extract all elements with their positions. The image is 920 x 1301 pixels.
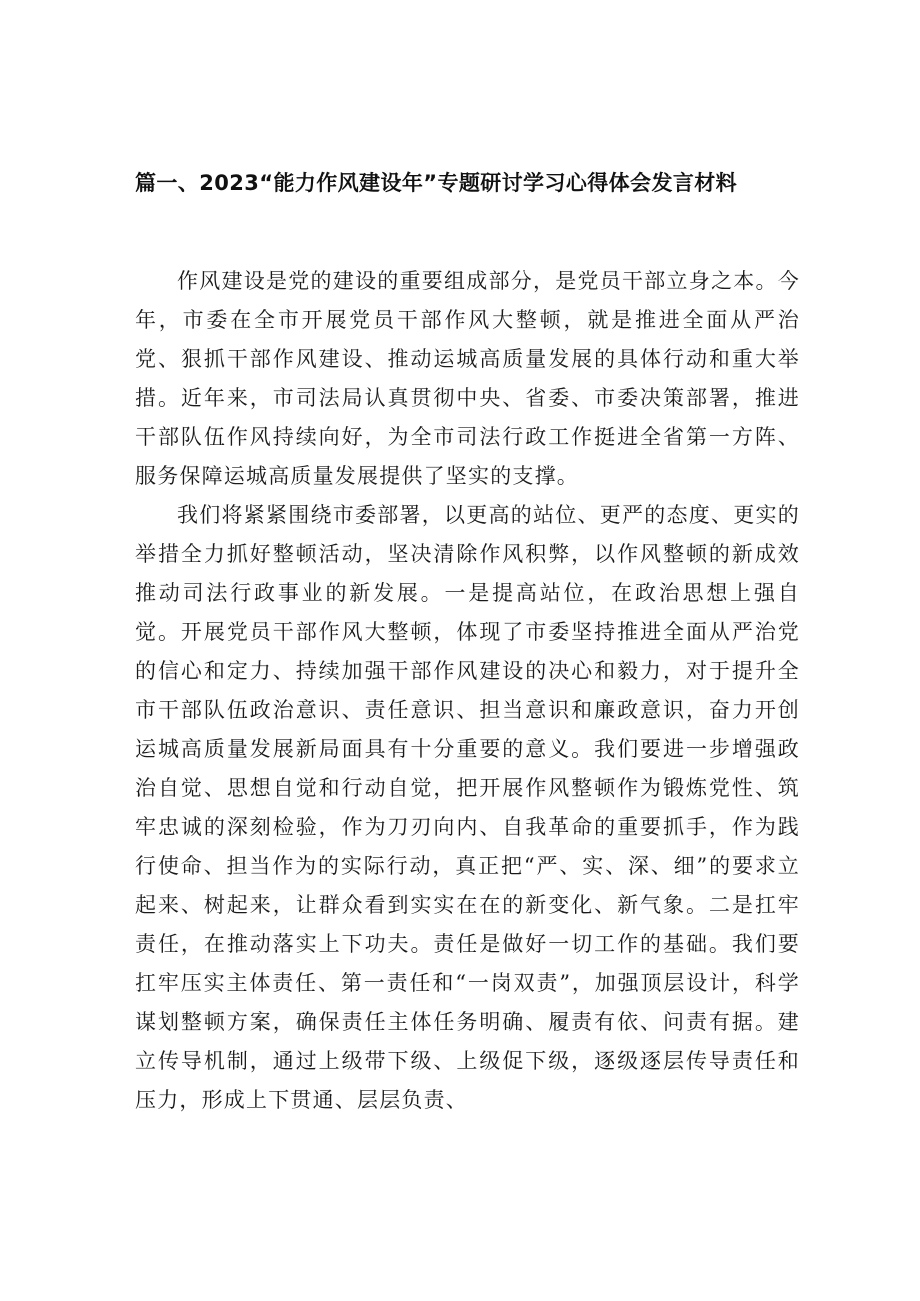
document-body [135,262,800,1120]
body-paragraph-2: 我们将紧紧围绕市委部署，以更高的站位、更严的态度、更实的举措全力抓好整顿活动，坚决清除作风积弊，以作风整顿的新成效推动司法行政事业的新发展。一是提高站位，在政治思想上强自觉。开展党员干部作风大整顿，体现了市委坚持推进全面从严治党的信心和定力、持续加强干部作风建设的决心和毅力，对于提升全市干部队伍政治意识、责任意识、担当意识和廉政意识，奋力开创运城高质量发展新局面具有十分重要的意义。我们要进一步增强政治自觉、思想自觉和行动自觉，把开展作风整顿作为锻炼党性、筑牢忠诚的深刻检验，作为刀刃向内、自我革命的重要抓手，作为践行使命、担当作为的实际行动，真正把“严、实、深、细”的要求立起来、树起来，让群众看到实实在在的新变化、新气象。二是扛牢责任，在推动落实上下功夫。责任是做好一切工作的基础。我们要扛牢压实主体责任、第一责任和“一岗双责”，加强顶层设计，科学谋划整顿方案，确保责任主体任务明确、履责有依、问责有据。建立传导机制，通过上级带下级、上级促下级，逐级逐层传导责任和压力，形成上下贯通、层层负责、 [135,503,800,1112]
document-title: 篇一、2023“能力作风建设年”专题研讨学习心得体会发言材料 [135,171,738,195]
body-paragraph-1: 作风建设是党的建设的重要组成部分，是党员干部立身之本。今年，市委在全市开展党员干部作风大整顿，就是推进全面从严治党、狠抓干部作风建设、推动运城高质量发展的具体行动和重大举措。近年来，市司法局认真贯彻中央、省委、市委决策部署，推进干部队伍作风持续向好，为全市司法行政工作挺进全省第一方阵、服务保障运城高质量发展提供了坚实的支撑。 [135,269,800,488]
